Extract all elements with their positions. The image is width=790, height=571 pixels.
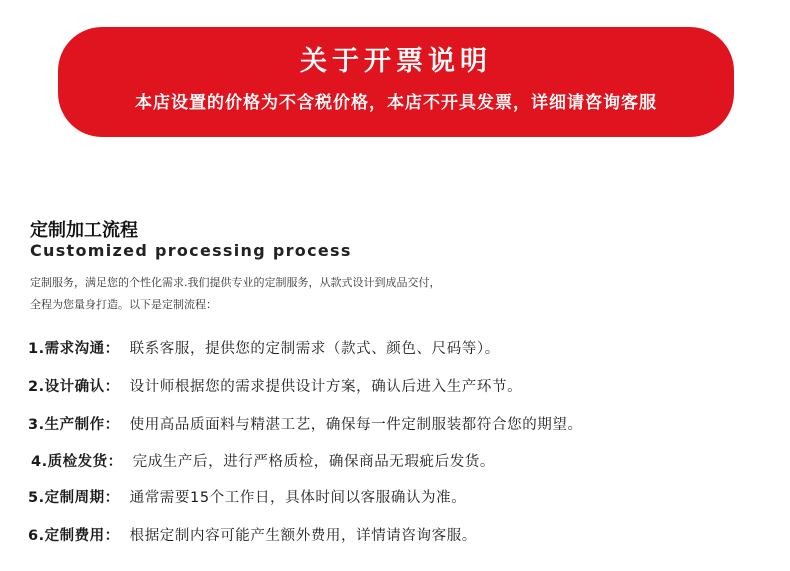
step-text: 根据定制内容可能产生额外费用，详情请咨询客服。 (129, 528, 477, 544)
step-item (28, 523, 477, 549)
step-text: 设计师根据您的需求提供设计方案，确认后进入生产环节。 (129, 379, 523, 395)
section-title-cn: 定制加工流程 (30, 220, 138, 241)
invoice-notice-banner (58, 27, 734, 137)
banner-title: 关于开票说明 (300, 46, 492, 77)
step-text: 联系客服，提供您的定制需求（款式、颜色、尺码等）。 (129, 341, 500, 357)
step-item (31, 449, 495, 475)
step-label: 1.需求沟通： (28, 341, 120, 357)
intro-line: 定制服务，满足您的个性化需求.我们提供专业的定制服务，从款式设计到成品交付， (30, 276, 441, 289)
intro-line: 全程为您量身打造。以下是定制流程： (30, 298, 217, 311)
step-text: 通常需要15个工作日，具体时间以客服确认为准。 (129, 490, 467, 506)
intro-paragraph (30, 272, 441, 316)
step-item (28, 485, 466, 511)
banner-subtitle: 本店设置的价格为不含税价格，本店不开具发票，详细请咨询客服 (135, 93, 657, 113)
step-label: 3.生产制作： (28, 417, 120, 433)
step-label: 4.质检发货： (31, 454, 123, 470)
step-item (28, 336, 500, 362)
step-text: 完成生产后，进行严格质检，确保商品无瑕疵后发货。 (132, 454, 496, 470)
step-label: 2.设计确认： (28, 379, 120, 395)
step-label: 5.定制周期： (28, 490, 120, 506)
step-item (28, 412, 583, 438)
section-title-en: Customized processing process (30, 241, 352, 260)
step-text: 使用高品质面料与精湛工艺，确保每一件定制服装都符合您的期望。 (129, 417, 583, 433)
step-label: 6.定制费用： (28, 528, 120, 544)
step-item (28, 374, 522, 400)
